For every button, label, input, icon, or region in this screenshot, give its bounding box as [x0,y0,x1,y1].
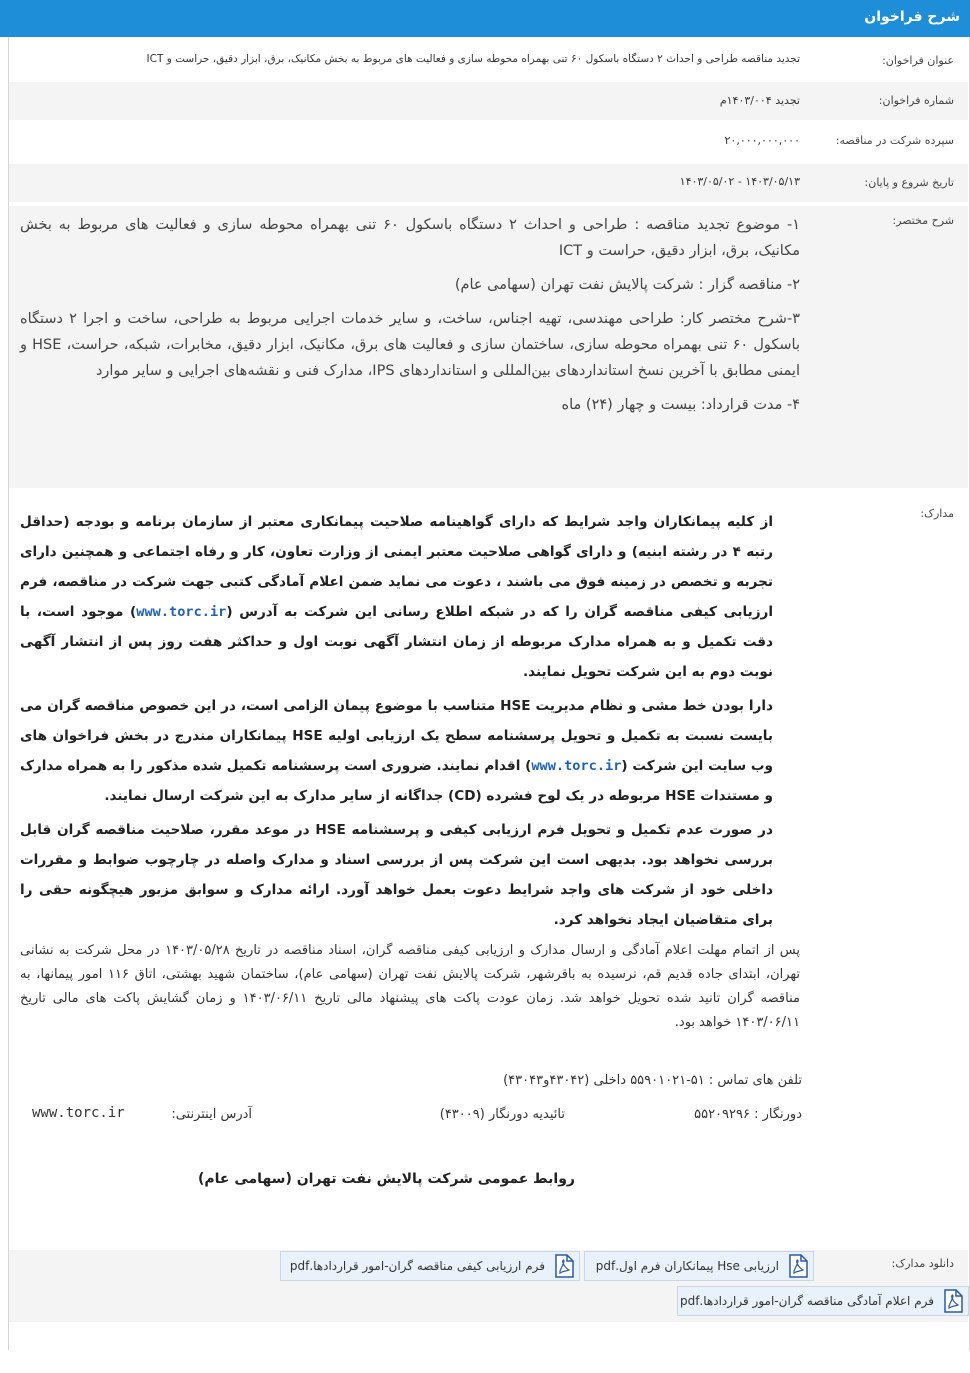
internet-label: آدرس اینترنتی: [171,1107,252,1122]
brief-item: ۳-شرح مختصر کار: طراحی مهندسی، تهیه اجناس، ساخت، و سایر خدمات اجرایی مربوط به طراحی، ساخت و اجرا ۲ دستگاه باسکول ۶۰ تنی بهمراه محوطه سازی، ساختمان سازی و فعالیت های برق، مکانیک، ابزار دقیق، مخابرات، شبکه، حراست، HSE و ایمنی مطابق با آخرین نسخ استانداردهای بین‌المللی و استانداردهای IPS، مدارک فنی و نقشه‌های اجرایی و سایر موارد [20,311,800,379]
brief-item: ۴- مدت قرارداد: بیست و چهار (۲۴) ماه [561,397,800,413]
download-file-name: فرم اعلام آمادگی مناقصه گران-امور قراردادها.pdf [679,1294,934,1308]
pdf-icon [553,1254,575,1278]
row-documents [9,495,968,1055]
row-dates [9,164,968,202]
download-file-name: ارزیابی Hse پیمانکاران فرم اول.pdf [595,1259,779,1273]
row-brief [9,206,968,488]
brief-item: ۲- مناقصه گزار : شرکت پالایش نفت تهران (سهامی عام) [454,277,800,293]
page-header [0,0,970,37]
pdf-icon [787,1254,809,1278]
number-label: شماره فراخوان: [878,94,954,107]
website-link[interactable]: www.torc.ir [136,604,227,620]
deposit-value: ۲۰,۰۰۰,۰۰۰,۰۰۰ [724,134,800,147]
documents-paragraph: دارا بودن خط مشی و نظام مدیریت HSE متناسب با موضوع پیمان الزامی است، در این خصوص مناقصه گران می بایست نسبت به تکمیل و تحویل پرسشنامه سطح یک ارزیابی اولیه HSE پیمانکاران مندرج در بخش فراخوان های وب سایت این شرکت (www.torc.ir) اقدام نمایند. ضروری است پرسشنامه تکمیل شده مذکور را به همراه مدارک و مستندات HSE مربوطه در یک لوح فشرده (CD) جداگانه از سایر مدارک به این شرکت ارسال نمایند. [20,698,774,804]
dates-value: ۱۴۰۳/۰۵/۱۳ - ۱۴۰۳/۰۵/۰۲ [679,175,800,188]
signature: روابط عمومی شرکت پالایش نفت تهران (سهامی عام) [198,1171,575,1187]
documents-paragraph: در صورت عدم تکمیل و تحویل فرم ارزیابی کیفی و پرسشنامه HSE در موعد مقرر، صلاحیت مناقصه گران قابل بررسی نخواهد بود. بدیهی است این شرکت پس از بررسی اسناد و مدارک واصله در چارچوب ضوابط و مقررات داخلی خود از شرکت های واجد شرایط دعوت بعمل خواهد آورد. ارائه مدارک و سوابق مزبور هیچگونه حقی را برای متقاضیان ایجاد نخواهد کرد. [20,822,773,928]
contact-fax: دورنگار : ۵۵۲۰۹۲۹۶ [694,1107,802,1122]
documents-label: مدارک: [920,507,954,520]
row-title [9,48,968,74]
page-title: شرح فراخوان [864,9,960,25]
download-file-quality[interactable] [280,1251,580,1281]
brief-item: ۱- موضوع تجدید مناقصه : طراحی و احداث ۲ دستگاه باسکول ۶۰ تنی بهمراه محوطه سازی و فعالیت های مربوط به بخش مکانیک، برق، ابزار دقیق، حراست و ICT [20,217,800,259]
documents-paragraph: پس از اتمام مهلت اعلام آمادگی و ارسال مدارک و ارزیابی کیفی مناقصه گران، اسناد مناقصه در تاریخ ۱۴۰۳/۰۵/۲۸ در محل شرکت به نشانی تهران، ابتدای جاده قدیم قم، نرسیده به باقرشهر، شرکت پالایش نفت تهران (سهامی عام)، ساختمان شهید بهشتی، اتاق ۱۱۶ امور پیمانها، به مناقصه گران تانید شده تحویل خواهد شد. زمان عودت پاکت های پیشنهاد مالی تاریخ ۱۴۰۳/۰۶/۱۱ و زمان گشایش پاکت های مالی تاریخ ۱۴۰۳/۰۶/۱۱ خواهد بود. [20,943,801,1030]
downloads-label: دانلود مدارک: [891,1257,954,1270]
documents-paragraph: از کلیه پیمانکاران واجد شرایط که دارای گواهینامه صلاحیت پیمانکاری معتبر از سازمان برنامه و بودجه (حداقل رتبه ۴ در رشته ابنیه) و دارای گواهی صلاحیت معتبر ایمنی از وزارت تعاون، کار و رفاه اجتماعی و همچنین دارای تجربه و تخصص در زمینه فوق می باشند ، دعوت می نماید ضمن اعلام آمادگی کتبی جهت شرکت در مناقصه، فرم ارزیابی کیفی مناقصه گران را که در شبکه اطلاع رسانی این شرکت به آدرس (www.torc.ir) موجود است، با دقت تکمیل و به همراه مدارک مربوطه از زمان انتشار آگهی نوبت اول و حداکثر هفت روز پس از انتشار آگهی نوبت دوم به این شرکت تحویل نمایند. [20,514,774,680]
title-label: عنوان فراخوان: [882,54,954,67]
download-file-name: فرم ارزیابی کیفی مناقصه گران-امور قراردادها.pdf [289,1259,545,1273]
documents-text [20,507,801,1039]
row-number [9,82,968,120]
internet-link[interactable]: www.torc.ir [32,1105,125,1121]
dates-label: تاریخ شروع و پایان: [864,176,954,189]
brief-label: شرح مختصر: [892,214,954,227]
deposit-label: سپرده شرکت در مناقصه: [835,134,954,147]
contact-fax-confirm: تائیدیه دورنگار (۴۳۰۰۹) [439,1107,565,1122]
number-value: تجدید ۱۴۰۳/۰۰۴م [719,94,800,107]
contact-phone: تلفن های تماس : ۵۱-۵۵۹۰۱۰۲۱ داخلی (۴۳۰۴۲و۴۳۰۴۳) [503,1073,802,1088]
row-deposit [9,125,968,159]
brief-text [20,212,800,426]
website-link[interactable]: www.torc.ir [531,758,622,774]
pdf-icon [942,1289,964,1313]
download-file-readiness[interactable] [677,1286,969,1316]
title-value: تجدید مناقصه طراحی و احداث ۲ دستگاه باسکول ۶۰ تنی بهمراه محوطه سازی و فعالیت های مربوط به بخش مکانیک، برق، ابزار دقیق، حراست و ICT [146,53,800,65]
download-file-hse[interactable] [584,1251,814,1281]
